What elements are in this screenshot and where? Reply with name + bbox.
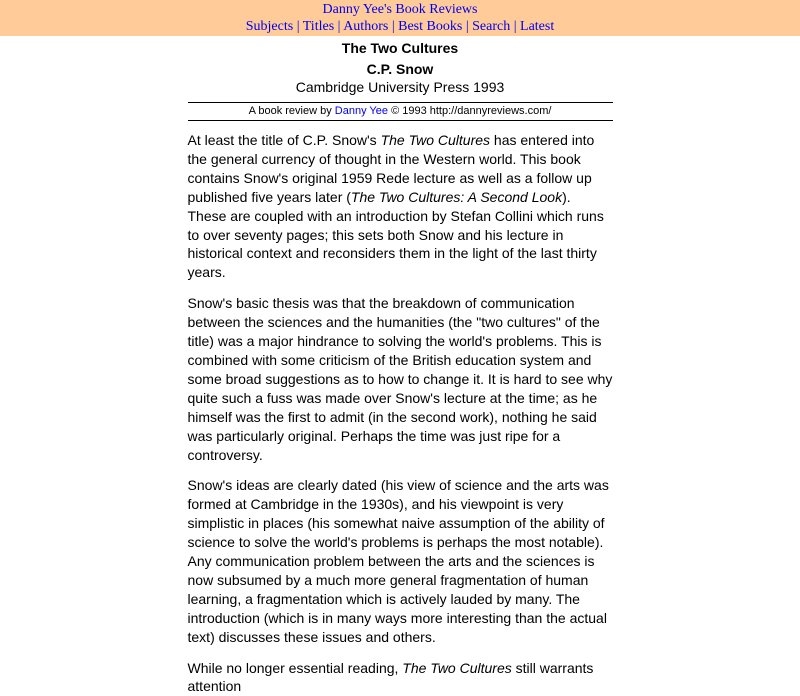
book-title-italic: The Two Cultures xyxy=(380,132,491,148)
nav-link-titles[interactable]: Titles xyxy=(302,19,335,34)
review-content xyxy=(188,40,613,696)
review-credit xyxy=(188,102,613,121)
review-paragraph-4: While no longer essential reading, The Two Cultures still warrants attention xyxy=(187,659,594,695)
nav-separator: | xyxy=(391,19,395,34)
nav-separator: | xyxy=(337,19,341,34)
review-paragraph-1: At least the title of C.P. Snow's The Two Cultures has entered into the general currency of thought in the Western world. This book contains Snow's original 1959 Rede lecture as well as a follow up published five years later (The Two Cultures: A Second Look). These are coupled with an introduction by Stefan Collini which runs to over seventy pages; this sets both Snow and his lecture in historical context and reconsiders them in the light of the last thirty years. xyxy=(187,132,604,281)
review-paragraph-3: Snow's ideas are clearly dated (his view of science and the arts was formed at Cambridge in the 1930s), and his viewpoint is very simplistic in places (his somewhat naive assumption of the ability of science to solve the world's problems is perhaps the most notable). Any communication problem between the arts and the sciences is now subsumed by a much more general fragmentation of human learning, a fragmentation which is actively lauded by many. The introduction (which is in many ways more interesting than the actual text) discusses these issues and others. xyxy=(187,477,609,645)
nav-bar xyxy=(0,18,800,35)
nav-link-subjects[interactable]: Subjects xyxy=(245,19,294,34)
nav-link-best-books[interactable]: Best Books xyxy=(398,19,463,34)
nav-separator: | xyxy=(296,19,300,34)
book-title: The Two Cultures xyxy=(341,40,459,56)
nav-link-search[interactable]: Search xyxy=(472,19,511,34)
nav-link-latest[interactable]: Latest xyxy=(520,19,555,34)
book-publisher: Cambridge University Press 1993 xyxy=(295,79,505,95)
site-title-link[interactable]: Danny Yee's Book Reviews xyxy=(322,2,478,17)
credit-suffix: © 1993 http://dannyreviews.com/ xyxy=(391,105,552,117)
sequel-title-italic: The Two Cultures: A Second Look xyxy=(350,188,563,205)
site-header xyxy=(0,0,800,36)
nav-separator: | xyxy=(465,19,469,34)
review-paragraph-2: Snow's basic thesis was that the breakdown of communication between the sciences and the humanities (the "two cultures" of the title) was a major hindrance to solving the world's problems. This is combined with some criticism of the British education system and some broad suggestions as to how to change it. It is hard to see why quite such a fuss was made over Snow's lecture at the time; as he himself was the first to admit (in the second work), nothing he said was particularly original. Perhaps the time was just ripe for a controversy. xyxy=(187,295,613,463)
book-title-italic: The Two Cultures xyxy=(402,659,512,676)
reviewer-link[interactable]: Danny Yee xyxy=(334,105,388,117)
credit-prefix: A book review by xyxy=(248,105,332,117)
nav-separator: | xyxy=(513,19,517,34)
nav-link-authors[interactable]: Authors xyxy=(343,19,389,34)
book-author: C.P. Snow xyxy=(366,61,434,77)
